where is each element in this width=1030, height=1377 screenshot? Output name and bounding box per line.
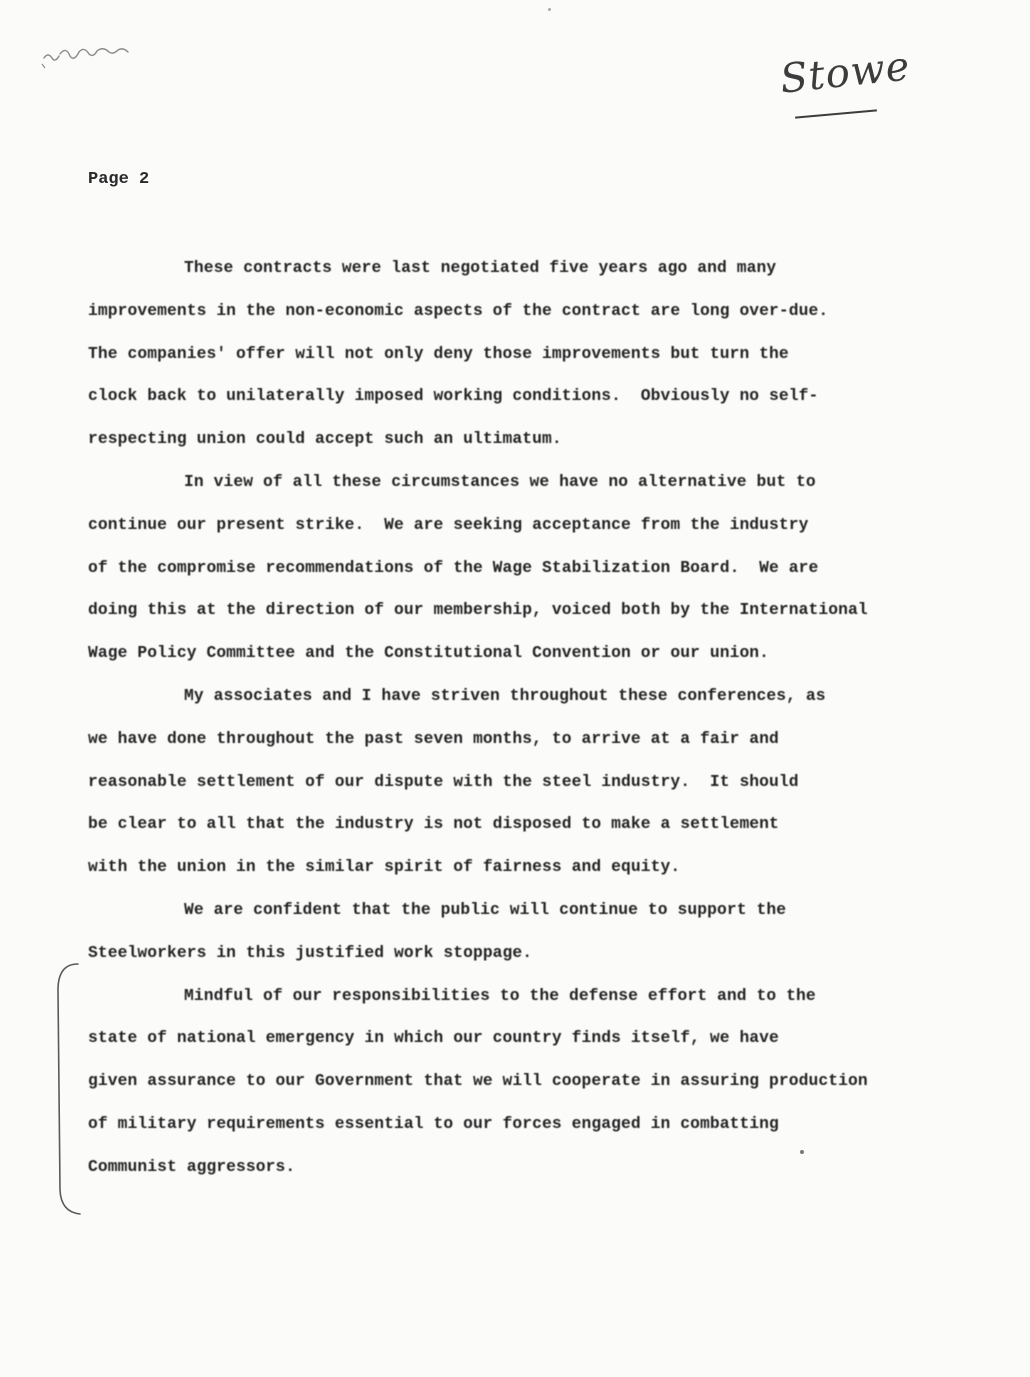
paragraph-line: with the union in the similar spirit of fairness and equity. (88, 857, 681, 877)
paragraph-line: The companies' offer will not only deny those improvements but turn the (88, 343, 789, 363)
paragraph-2 (88, 461, 948, 675)
paragraph-line: we have done throughout the past seven months, to arrive at a fair and (88, 728, 779, 748)
handwritten-bracket-mark (52, 960, 82, 1218)
paragraph-line: of the compromise recommendations of the Wage Stabilization Board. We are (88, 557, 819, 577)
paragraph-line: given assurance to our Government that we will cooperate in assuring production (88, 1071, 868, 1091)
signature-underline (795, 109, 877, 118)
handwritten-signature: Stowe (777, 43, 913, 103)
paragraph-line: respecting union could accept such an ultimatum. (88, 429, 562, 449)
paragraph-line: These contracts were last negotiated five years ago and many (184, 258, 777, 277)
paragraph-line: be clear to all that the industry is not disposed to make a settlement (88, 814, 779, 834)
paragraph-3 (88, 675, 948, 889)
paragraph-line: state of national emergency in which our country finds itself, we have (88, 1028, 779, 1048)
paragraph-line: reasonable settlement of our dispute with the steel industry. It should (88, 771, 799, 791)
paragraph-line: doing this at the direction of our membership, voiced both by the International (88, 600, 868, 620)
paragraph-5 (88, 975, 948, 1189)
paragraph-line: clock back to unilaterally imposed working conditions. Obviously no self- (88, 386, 819, 406)
paper-speck (548, 8, 551, 11)
page-number-label: Page 2 (88, 170, 150, 189)
paragraph-line: My associates and I have striven throughout these conferences, as (184, 685, 826, 705)
paragraph-4 (88, 889, 948, 975)
letter-body (88, 247, 948, 1189)
paragraph-line: Mindful of our responsibilities to the defense effort and to the (184, 985, 816, 1005)
paragraph-line: Wage Policy Committee and the Constitutional Convention or our union. (88, 643, 770, 663)
paragraph-line: Steelworkers in this justified work stoppage. (88, 942, 533, 962)
paragraph-line: improvements in the non-economic aspects of the contract are long over-due. (88, 300, 829, 320)
paragraph-line: In view of all these circumstances we have no alternative but to (184, 471, 816, 491)
paper-speck (800, 1150, 804, 1154)
paragraph-line: Communist aggressors. (88, 1156, 296, 1176)
paragraph-line: We are confident that the public will continue to support the (184, 899, 787, 919)
paragraph-line: continue our present strike. We are seeking acceptance from the industry (88, 514, 809, 534)
corner-scribble-mark (40, 40, 135, 70)
paragraph-line: of military requirements essential to our forces engaged in combatting (88, 1113, 779, 1133)
paragraph-1 (88, 247, 948, 461)
